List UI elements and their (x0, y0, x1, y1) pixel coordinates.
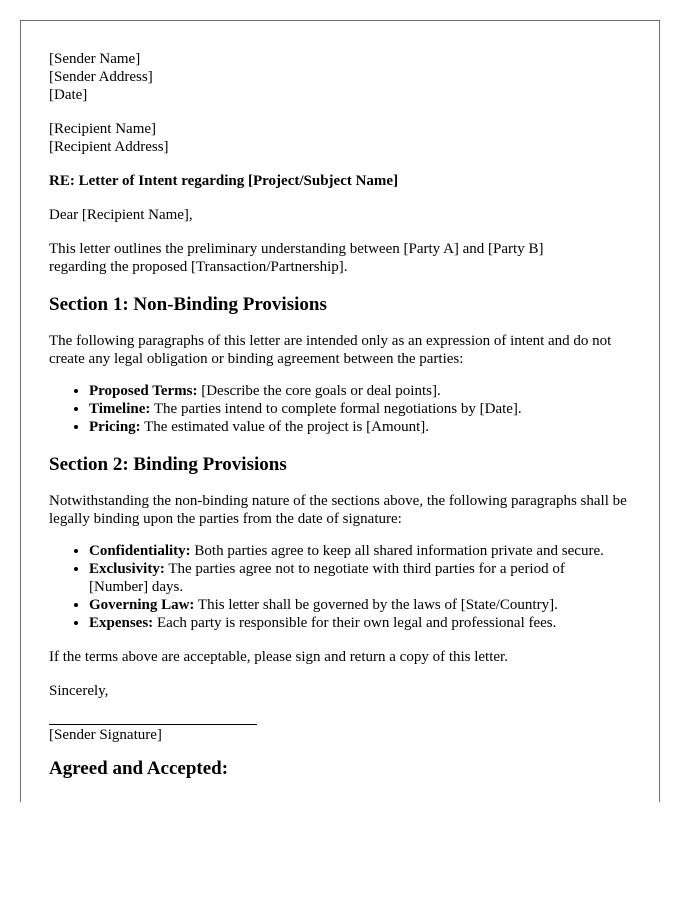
spacer (49, 666, 639, 682)
salutation: Dear [Recipient Name], (49, 207, 193, 223)
spacer (49, 276, 639, 294)
closing-request: If the terms above are acceptable, please sign and return a copy of this letter. (49, 649, 508, 665)
section1-heading: Section 1: Non-Binding Provisions (49, 294, 327, 315)
list-item-text: [Describe the core goals or deal points]. (197, 383, 441, 399)
list-item (89, 542, 609, 560)
list-item (89, 614, 609, 632)
letter-content (49, 50, 639, 780)
letter-date: [Date] (49, 87, 88, 103)
list-item (89, 596, 609, 614)
list-item-term: Timeline: (89, 401, 151, 417)
acknowledgment-heading: Agreed and Accepted: (49, 758, 229, 779)
section1-intro: The following paragraphs of this letter are intended only as an expression of intent and do not create any legal obligation or binding agreement between the parties: (49, 333, 612, 367)
spacer (49, 156, 639, 172)
list-item-text: This letter shall be governed by the laws of [State/Country]. (194, 597, 558, 613)
list-item-term: Governing Law: (89, 597, 195, 613)
subject-line: RE: Letter of Intent regarding [Project/Subject Name] (49, 173, 399, 189)
sender-address: [Sender Address] (49, 69, 153, 85)
sender-name: [Sender Name] (49, 51, 141, 67)
spacer (49, 632, 639, 648)
list-item-term: Pricing: (89, 419, 141, 435)
section2-list (49, 542, 609, 632)
list-item-term: Confidentiality: (89, 543, 191, 559)
spacer (49, 368, 639, 382)
list-item-text: The estimated value of the project is [Amount]. (140, 419, 430, 435)
recipient-block (49, 120, 639, 156)
list-item-term: Proposed Terms: (89, 383, 198, 399)
list-item-term: Exclusivity: (89, 561, 165, 577)
spacer (49, 316, 639, 332)
intro-paragraph: This letter outlines the preliminary understanding between [Party A] and [Party B] regarding the proposed [Transaction/Partnership]. (49, 241, 544, 275)
list-item (89, 560, 609, 596)
list-item-text: The parties agree not to negotiate with third parties for a period of [Number] days. (89, 561, 565, 595)
section2-heading: Section 2: Binding Provisions (49, 454, 287, 475)
list-item (89, 418, 639, 436)
list-item-text: Both parties agree to keep all shared information private and secure. (190, 543, 604, 559)
spacer (49, 436, 639, 454)
valediction: Sincerely, (49, 683, 109, 699)
list-item-term: Expenses: (89, 615, 154, 631)
section2-intro: Notwithstanding the non-binding nature of the sections above, the following paragraphs shall be legally binding upon the parties from the date of signature: (49, 493, 627, 527)
recipient-name: [Recipient Name] (49, 121, 157, 137)
spacer (49, 476, 639, 492)
list-item-text: Each party is responsible for their own legal and professional fees. (153, 615, 557, 631)
spacer (49, 190, 639, 206)
list-item (89, 382, 639, 400)
spacer (49, 528, 639, 542)
sender-block (49, 50, 639, 104)
signature-label: [Sender Signature] (49, 727, 162, 743)
spacer (49, 224, 639, 240)
list-item (89, 400, 639, 418)
spacer (49, 104, 639, 120)
signature-line (49, 724, 257, 725)
section1-list (49, 382, 639, 436)
recipient-address: [Recipient Address] (49, 139, 169, 155)
list-item-text: The parties intend to complete formal negotiations by [Date]. (150, 401, 522, 417)
letter-page (20, 20, 660, 802)
